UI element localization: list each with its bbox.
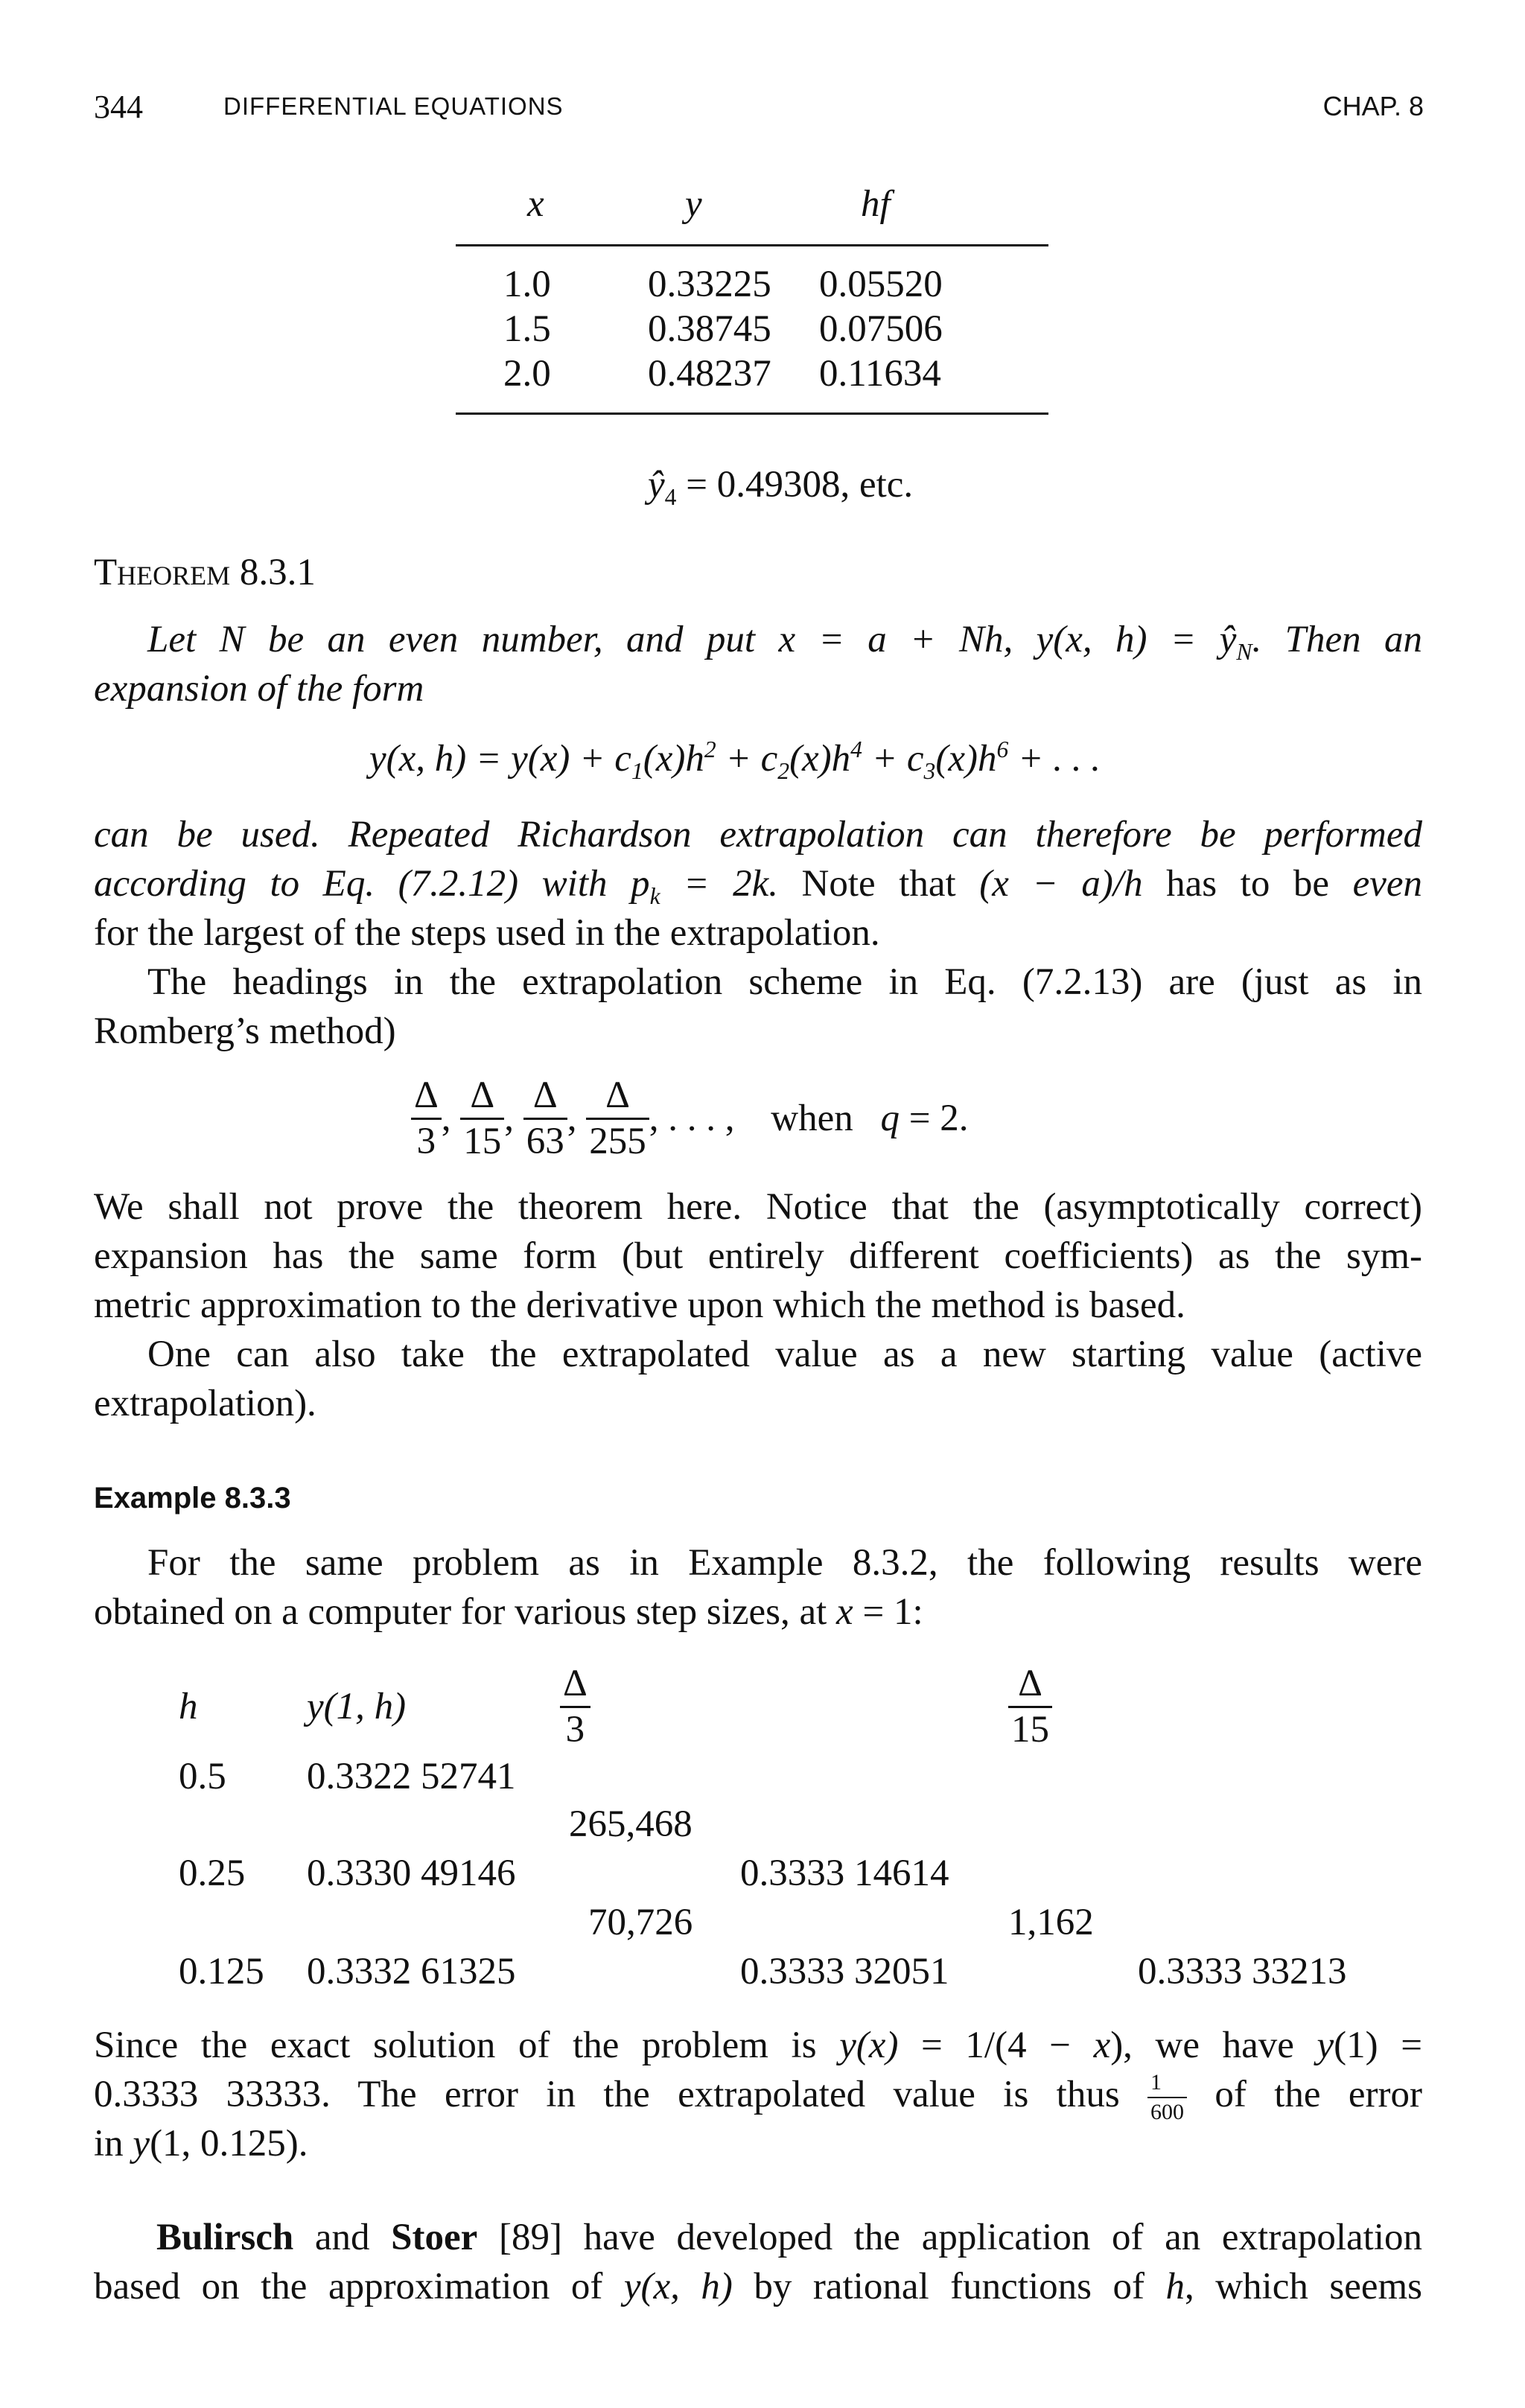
table-cell-y: 0.3332 61325 <box>307 1951 516 1993</box>
eq-sub: 2 <box>777 758 790 785</box>
table-top-rule <box>456 244 1048 246</box>
eq-part: + c <box>862 738 924 780</box>
table-cell: 0.11634 <box>819 353 941 395</box>
fraction <box>460 1074 504 1162</box>
paragraph-headings <box>94 958 1422 1056</box>
table-cell-extrap-1: 0.3333 14614 <box>740 1853 949 1894</box>
paragraph-line <box>94 2213 1422 2262</box>
eq-part: + . . . <box>1008 738 1101 780</box>
theorem-line-4-text: has to be <box>1142 863 1353 905</box>
formula-q-value: = 2. <box>900 1098 969 1139</box>
fraction-den: 3 <box>416 1121 436 1162</box>
theorem-line-1-text: Let N be an even number, and put x = a + Nh, y(x, h) = <box>147 619 1220 660</box>
formula-when: when <box>771 1098 853 1139</box>
table-cell-y: 0.3330 49146 <box>307 1853 516 1894</box>
paragraph-text: (1, 0.125). <box>150 2123 308 2165</box>
paragraph-active <box>94 1330 1422 1428</box>
page-number: 344 <box>94 89 143 125</box>
fraction-num: Δ <box>1008 1665 1052 1708</box>
paragraph-text: y(x, h) <box>623 2266 733 2307</box>
table-cell: 0.07506 <box>819 308 943 350</box>
eq-part: (x)h <box>789 738 851 780</box>
paragraph-line: For the same problem as in Example 8.3.2, the following results were <box>147 1542 1422 1584</box>
example-heading: Example 8.3.3 <box>94 1482 291 1514</box>
paragraph-text: obtained on a computer for various step sizes, at <box>94 1591 837 1633</box>
paragraph-line: Romberg’s method) <box>94 1010 396 1052</box>
fraction <box>411 1074 442 1162</box>
table-cell-h: 0.25 <box>179 1853 246 1894</box>
paragraph-line: One can also take the extrapolated value as a new starting value (active <box>147 1334 1422 1375</box>
paragraph-text: of the error <box>1187 2074 1422 2115</box>
paragraph-text: [89] have developed the application of an extrapolation <box>477 2217 1422 2258</box>
paragraph-text: y <box>133 2123 150 2165</box>
difference-value: 1,162 <box>1008 1902 1094 1943</box>
theorem-line-1 <box>94 615 1422 664</box>
fraction-den: 15 <box>1011 1709 1049 1751</box>
fraction-num: Δ <box>460 1077 504 1120</box>
table-cell: 0.48237 <box>648 353 771 395</box>
author-name: Bulirsch <box>156 2217 294 2258</box>
yhat-subscript: N <box>1236 639 1252 666</box>
paragraph-line <box>94 2262 1422 2311</box>
chapter-label: CHAP. 8 <box>1322 91 1424 121</box>
paragraph-text: y <box>1317 2025 1334 2066</box>
paragraph-line: extrapolation). <box>94 1383 316 1424</box>
p-subscript: k <box>649 883 660 910</box>
table-cell-h: 0.5 <box>179 1756 226 1797</box>
theorem-statement-start <box>94 615 1422 713</box>
theorem-line-4-text: Note that <box>778 863 980 905</box>
col-header-delta-15 <box>1008 1665 1052 1749</box>
paragraph-text: ), we have <box>1110 2025 1317 2066</box>
theorem-line-4-text: according to Eq. (7.2.12) with p <box>94 863 650 905</box>
difference-value: 70,726 <box>588 1902 693 1943</box>
formula-ellipsis: , . . . , <box>649 1098 735 1139</box>
table-cell: 1.5 <box>503 308 551 350</box>
paragraph-text: based on the approximation of <box>94 2266 624 2307</box>
headings-formula: $\frac{\Delta}{3}$ , $\frac{\Delta}{15}$ , $\frac{\Delta}{63}$ , $\frac{\Delta}{255}$ , . . . , when q = 2. <box>411 1077 969 1161</box>
table-cell-extrap-1: 0.3333 32051 <box>740 1951 949 1993</box>
fraction-num: Δ <box>586 1077 649 1120</box>
eq-sub: 1 <box>631 758 643 785</box>
author-name: Stoer <box>391 2217 478 2258</box>
paragraph-text: y(x) <box>839 2025 899 2066</box>
yhat-value: = 0.49308, etc. <box>676 464 914 506</box>
paragraph-text: 0.3333 33333. The error in the extrapolated value is thus <box>94 2074 1148 2115</box>
paragraph-text: x <box>836 1591 853 1633</box>
eq-sup: 4 <box>850 736 862 762</box>
paragraph-exact-solution <box>94 2021 1422 2168</box>
col-header-y <box>307 1684 406 1729</box>
paragraph-text: in <box>94 2123 133 2165</box>
fraction-den: 3 <box>565 1709 585 1751</box>
paragraph-text: = 1: <box>853 1591 923 1633</box>
fraction-den: 255 <box>589 1121 646 1162</box>
eq-sup: 2 <box>704 736 716 762</box>
table-col-header-x: x <box>527 183 544 225</box>
running-title: DIFFERENTIAL EQUATIONS <box>223 92 564 120</box>
theorem-line-2: expansion of the form <box>94 668 424 710</box>
fraction-num: Δ <box>560 1665 590 1708</box>
theorem-line-1-end: . Then an <box>1252 619 1423 660</box>
table-cell: 0.33225 <box>648 264 771 305</box>
yhat-symbol: ŷ <box>1219 619 1237 660</box>
fraction-den: 15 <box>463 1121 502 1162</box>
paragraph-text: = 1/(4 − <box>898 2025 1094 2066</box>
table-cell: 0.38745 <box>648 308 771 350</box>
eq-sup: 6 <box>996 736 1009 762</box>
paragraph-text: x <box>1093 2025 1111 2066</box>
paragraph-line <box>94 2021 1422 2070</box>
theorem-heading: Theorem 8.3.1 <box>94 552 316 593</box>
table-cell-extrap-2: 0.3333 33213 <box>1138 1951 1347 1993</box>
paragraph-text: Since the exact solution of the problem is <box>94 2025 840 2066</box>
fraction-den: 63 <box>526 1121 564 1162</box>
fraction-num: Δ <box>523 1077 567 1120</box>
theorem-statement-end <box>94 810 1422 958</box>
eq-part: y(x, h) = y(x) + c <box>369 738 631 780</box>
paragraph-not-prove <box>94 1182 1422 1330</box>
table-cell: 1.0 <box>503 264 551 305</box>
fraction-num: 1 <box>1147 2071 1187 2098</box>
paragraph-text: , which seems <box>1184 2266 1422 2307</box>
paragraph-line <box>94 2119 1422 2168</box>
theorem-line-4-text: even <box>1352 863 1422 905</box>
paragraph-line <box>94 1587 1422 1637</box>
fraction <box>586 1074 649 1162</box>
table-cell: 0.05520 <box>819 264 943 305</box>
paragraph-line <box>94 2070 1422 2125</box>
paragraph-line: The headings in the extrapolation scheme in Eq. (7.2.13) are (just as in <box>147 961 1422 1003</box>
table-cell-h: 0.125 <box>179 1951 264 1993</box>
paragraph-line: expansion has the same form (but entirely different coefficients) as the sym- <box>94 1235 1422 1277</box>
theorem-equation <box>369 734 1101 783</box>
yhat-equation <box>648 460 913 509</box>
fraction-den: 600 <box>1150 2100 1185 2125</box>
paragraph-text: h <box>1165 2266 1185 2307</box>
eq-part: + c <box>716 738 778 780</box>
difference-value: 265,468 <box>569 1803 693 1845</box>
paragraph-text: and <box>293 2217 392 2258</box>
col-header-y-text: y(1, h) <box>307 1686 407 1727</box>
col-header-delta-3 <box>560 1665 590 1749</box>
yhat-subscript: 4 <box>664 484 677 511</box>
fraction <box>523 1074 567 1162</box>
theorem-line-4 <box>94 859 1422 908</box>
eq-sub: 3 <box>923 758 936 785</box>
fraction-num: Δ <box>411 1077 442 1120</box>
yhat-symbol: ŷ <box>648 464 665 506</box>
paragraph-text: by rational functions of <box>732 2266 1166 2307</box>
fraction <box>1147 2071 1187 2124</box>
eq-part: (x)h <box>643 738 704 780</box>
paragraph-line: We shall not prove the theorem here. Notice that the (asymptotically correct) <box>94 1186 1422 1228</box>
paragraph-bulirsch-stoer <box>94 2213 1422 2311</box>
col-header-h: h <box>179 1686 198 1727</box>
theorem-line-3: can be used. Repeated Richardson extrapolation can therefore be performed <box>94 814 1422 856</box>
example-intro <box>94 1538 1422 1637</box>
table-cell: 2.0 <box>503 353 551 395</box>
table-col-header-y: y <box>685 183 702 225</box>
paragraph-text: (1) = <box>1334 2025 1422 2066</box>
theorem-line-4-text: = 2k. <box>660 863 778 905</box>
table-col-header-hf: hf <box>861 183 891 225</box>
theorem-line-5: for the largest of the steps used in the extrapolation. <box>94 912 880 954</box>
table-bottom-rule <box>456 413 1048 415</box>
theorem-line-4-text: (x − a)/h <box>979 863 1143 905</box>
eq-part: (x)h <box>935 738 997 780</box>
table-cell-y: 0.3322 52741 <box>307 1756 516 1797</box>
formula-q: q <box>880 1098 900 1139</box>
paragraph-line: metric approximation to the derivative upon which the method is based. <box>94 1284 1185 1326</box>
